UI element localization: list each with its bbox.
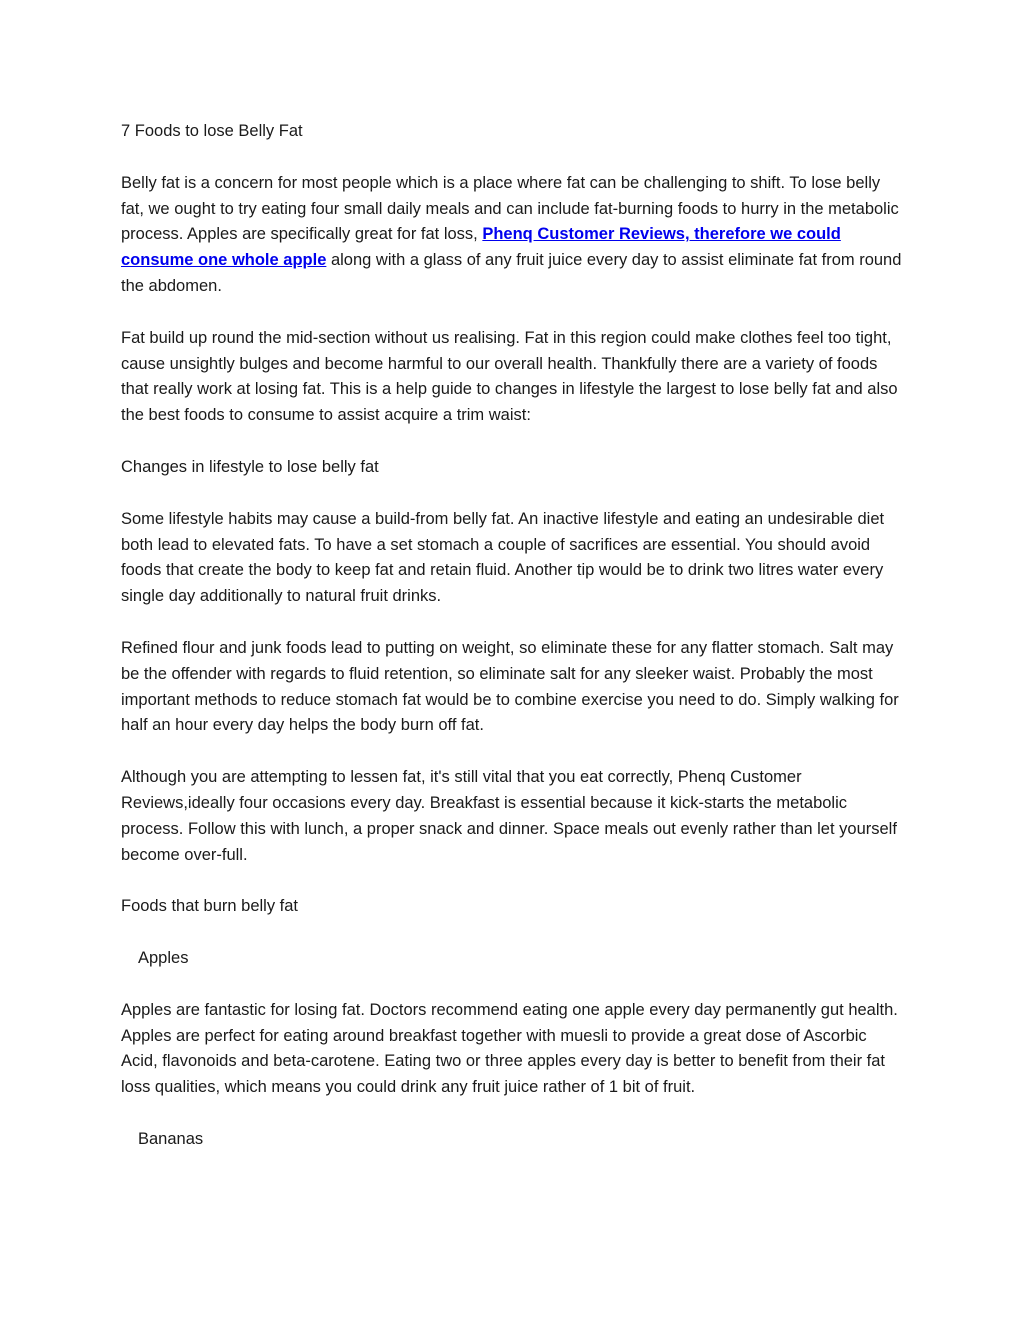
- document-body: [121, 119, 906, 1179]
- fat-buildup-paragraph: Fat build up round the mid-section without us realising. Fat in this region could make clothes feel too tight, cause unsightly bulges and become harmful to our overall health. Thankfully there are a variety of foods that really work at losing fat. This is a help guide to changes in lifestyle the largest to lose belly fat and also the best foods to consume to assist acquire a trim waist:: [121, 328, 898, 425]
- list-item-apples: Apples: [138, 949, 189, 967]
- intro-paragraph: [121, 171, 906, 300]
- intro-text-after-link: along with a glass of any fruit juice every day to assist eliminate fat from round the abdomen.: [121, 251, 902, 296]
- phenq-reviews-link[interactable]: Phenq Customer Reviews, therefore we could consume one whole apple: [121, 225, 841, 270]
- intro-text-before-link: Belly fat is a concern for most people which is a place where fat can be challenging to shift. To lose belly fat, we ought to try eating four small daily meals and can include fat-burning foods to hurry in the metabolic process. Apples are specifically great for fat loss,: [121, 173, 899, 244]
- apples-paragraph: Apples are fantastic for losing fat. Doctors recommend eating one apple every day permanently gut health. Apples are perfect for eating around breakfast together with muesli to provide a great dose of Ascorbic Acid, flavonoids and beta-carotene. Eating two or three apples every day is better to benefit from their fat loss qualities, which means you could drink any fruit juice rather of 1 bit of fruit.: [121, 1000, 898, 1097]
- eat-correctly-paragraph: Although you are attempting to lessen fat, it's still vital that you eat correctly, Phenq Customer Reviews,ideally four occasions every day. Breakfast is essential because it kick-starts the metabolic process. Follow this with lunch, a proper snack and dinner. Space meals out evenly rather than let yourself become over-full.: [121, 768, 897, 864]
- foods-heading: Foods that burn belly fat: [121, 897, 299, 916]
- list-item-bananas: Bananas: [138, 1129, 204, 1148]
- habits-paragraph: Some lifestyle habits may cause a build-from belly fat. An inactive lifestyle and eating an undesirable diet both lead to elevated fats. To have a set stomach a couple of sacrifices are essential. You should avoid foods that create the body to keep fat and retain fluid. Another tip would be to drink two litres water every single day additionally to natural fruit drinks.: [121, 509, 885, 606]
- refined-flour-paragraph: Refined flour and junk foods lead to putting on weight, so eliminate these for any flatter stomach. Salt may be the offender with regards to fluid retention, so eliminate salt for any sleeker waist. Probably the most important methods to reduce stomach fat would be to combine exercise you need to do. Simply walking for half an hour every day helps the body burn off fat.: [121, 638, 899, 735]
- lifestyle-heading: Changes in lifestyle to lose belly fat: [121, 457, 379, 476]
- document-title: 7 Foods to lose Belly Fat: [121, 122, 303, 140]
